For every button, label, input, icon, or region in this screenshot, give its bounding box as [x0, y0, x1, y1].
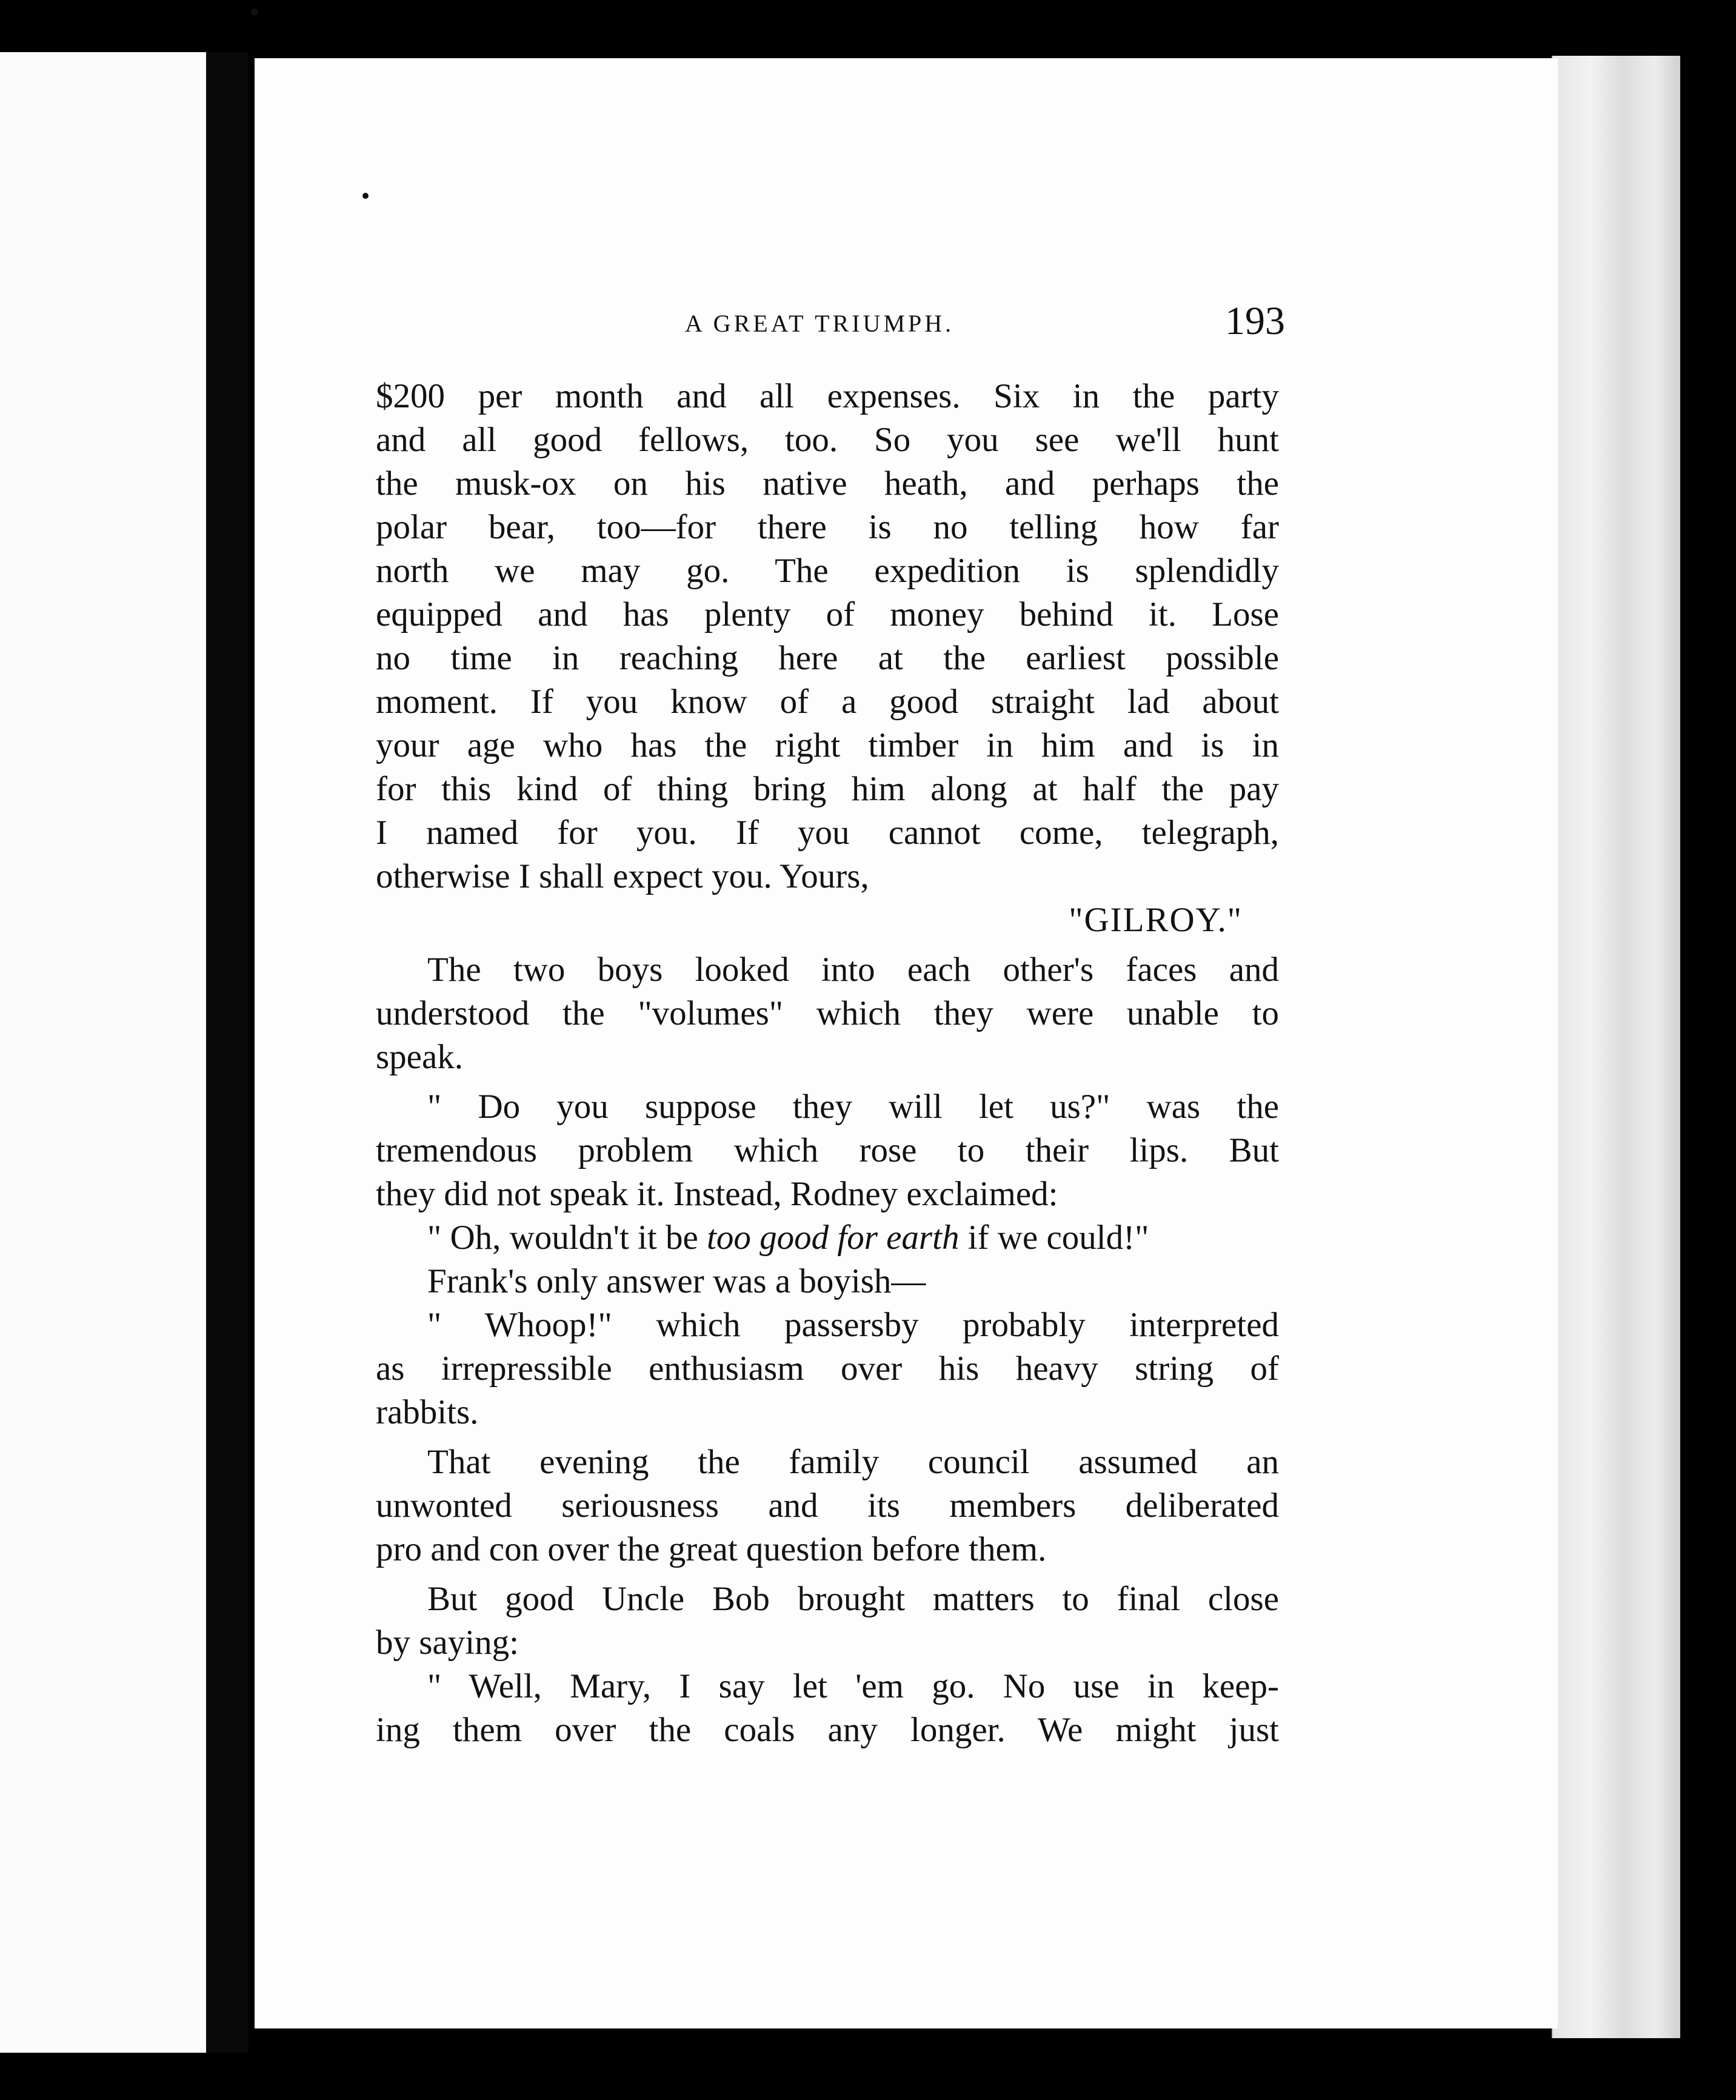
text-line: But good Uncle Bob brought matters to final close [427, 1580, 1279, 1618]
page-header [606, 299, 1285, 358]
ink-speck [362, 193, 369, 199]
text-line: speak. [376, 1038, 464, 1076]
text-line: as irrepressible enthusiasm over his heavy string of [376, 1349, 1279, 1388]
text-line: The two boys looked into each other's faces and [427, 951, 1279, 989]
text-line: understood the "volumes" which they were unable to [376, 994, 1279, 1032]
text-segment: " Oh, wouldn't it be [427, 1219, 707, 1257]
text-line: " Do you suppose they will let us?" was the [427, 1088, 1279, 1126]
text-line: " Whoop!" which passersby probably interpreted [427, 1306, 1279, 1344]
letter-signature: "GILROY." [1069, 901, 1243, 939]
text-line [376, 1216, 1279, 1260]
text-line: and all good fellows, too. So you see we'll hunt [376, 421, 1279, 459]
text-line: I named for you. If you cannot come, telegraph, [376, 814, 1279, 852]
text-segment: if we could!" [959, 1219, 1149, 1257]
page-number: 193 [1225, 299, 1285, 343]
text-line: tremendous problem which rose to their lips. But [376, 1131, 1279, 1169]
text-line: moment. If you know of a good straight lad about [376, 683, 1279, 721]
text-line: equipped and has plenty of money behind it. Lose [376, 595, 1279, 634]
text-line: $200 per month and all expenses. Six in the party [376, 377, 1279, 415]
text-line: Frank's only answer was a boyish— [427, 1262, 926, 1300]
text-line: pro and con over the great question before them. [376, 1530, 1047, 1568]
page-edges [1552, 56, 1680, 2038]
ink-speck [251, 8, 258, 16]
page-body [376, 375, 1279, 1752]
text-line: by saying: [376, 1623, 519, 1662]
text-line: they did not speak it. Instead, Rodney exclaimed: [376, 1175, 1058, 1213]
text-line: That evening the family council assumed an [427, 1443, 1279, 1481]
text-line: for this kind of thing bring him along at half the pay [376, 770, 1279, 808]
text-line: polar bear, too—for there is no telling how far [376, 508, 1279, 546]
text-line: the musk-ox on his native heath, and perhaps the [376, 464, 1279, 503]
text-line: north we may go. The expedition is splendidly [376, 552, 1279, 590]
text-line: otherwise I shall expect you. Yours, [376, 857, 869, 895]
text-line: rabbits. [376, 1393, 479, 1431]
text-line: your age who has the right timber in him and is in [376, 726, 1279, 764]
italic-phrase: too good for earth [707, 1219, 960, 1257]
book-gutter [206, 52, 249, 2053]
text-line: no time in reaching here at the earliest possible [376, 639, 1279, 677]
running-head: A GREAT TRIUMPH. [685, 310, 955, 337]
text-line: unwonted seriousness and its members deliberated [376, 1486, 1279, 1525]
text-line: ing them over the coals any longer. We might just [376, 1711, 1279, 1749]
text-line: " Well, Mary, I say let 'em go. No use in keep- [427, 1667, 1279, 1705]
